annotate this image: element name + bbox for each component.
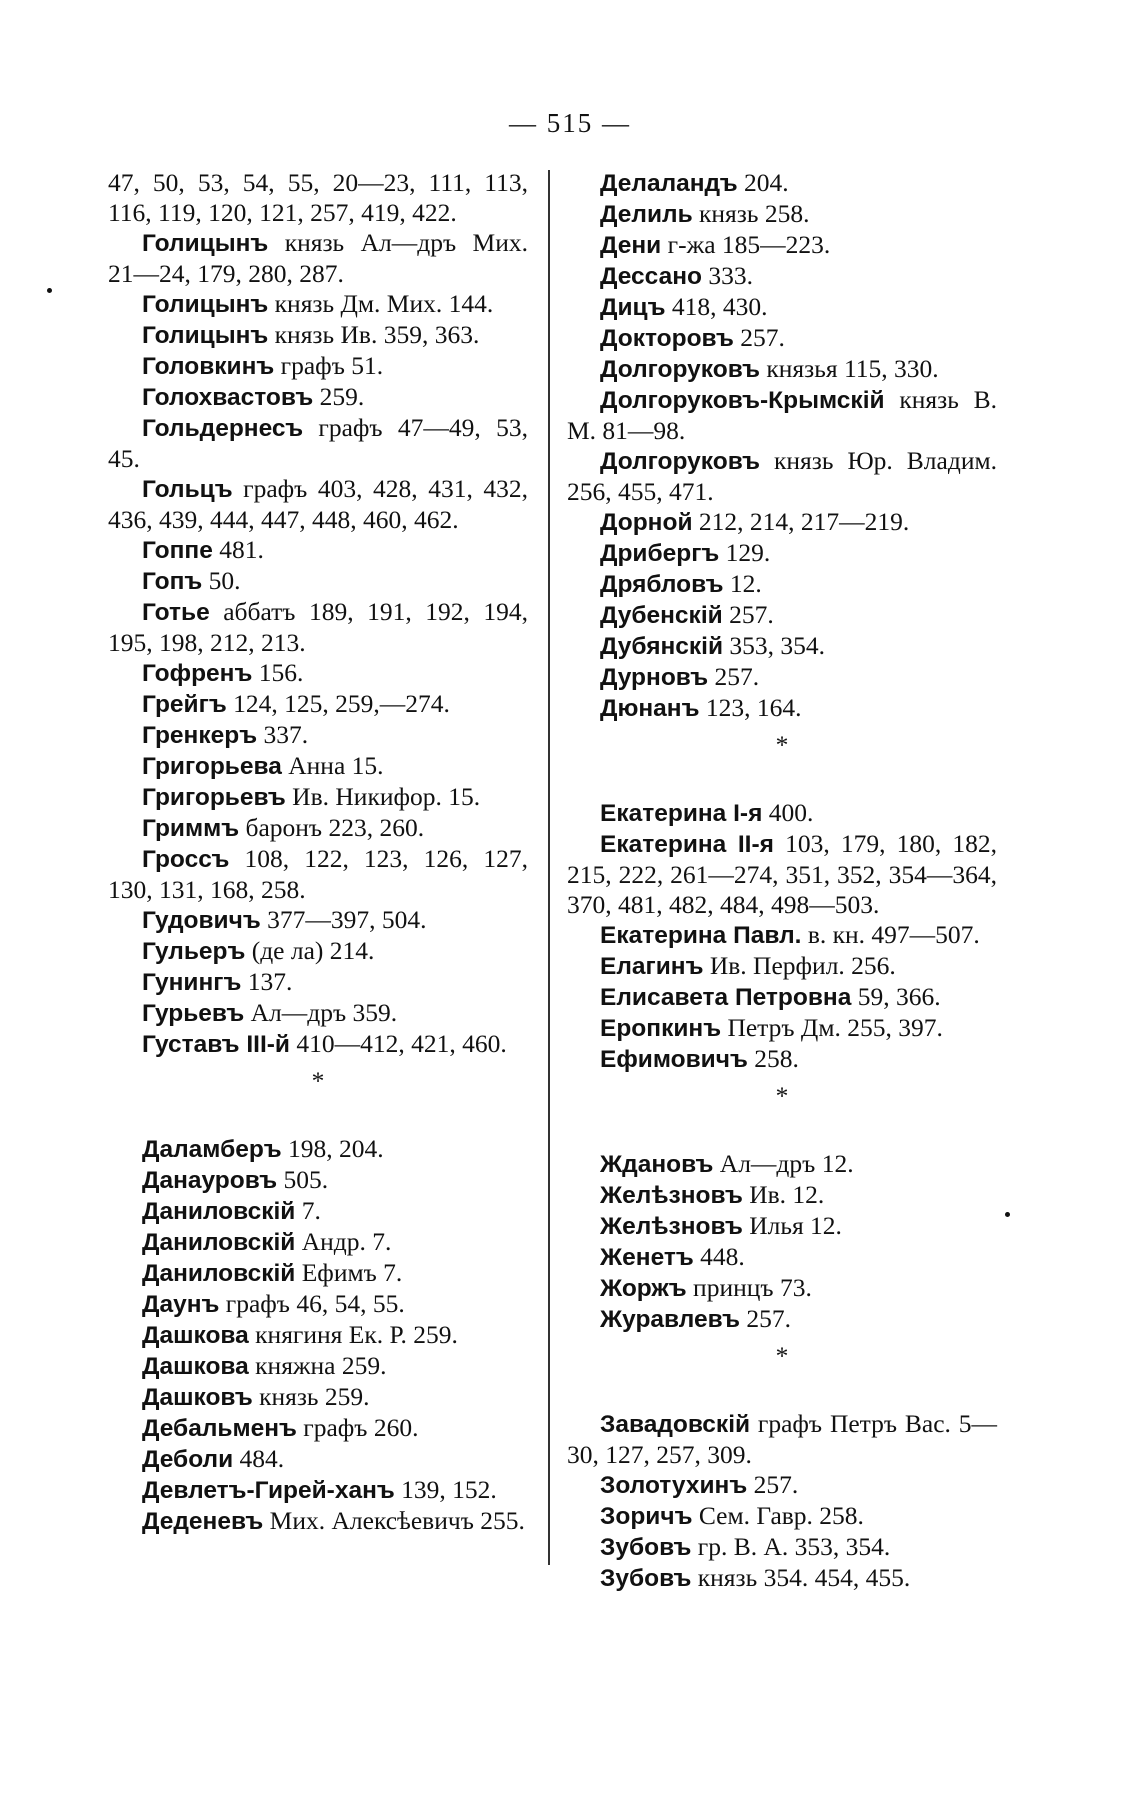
entry-references: князь Ив. 359, 363. <box>268 320 480 349</box>
entry-references: баронъ 223, 260. <box>239 813 425 842</box>
index-entry <box>108 1506 528 1537</box>
entry-references: 7. <box>295 1196 321 1225</box>
entry-references: 257. <box>733 323 785 352</box>
entry-references: 258. <box>747 1044 799 1073</box>
entry-references: 103, 179, 180, 182, 215, 222, 261—274, 351, 352, 354—364, 370, 481, 482, 484, 498—503. <box>567 829 998 919</box>
index-entry <box>108 382 528 413</box>
entry-name: Делиль <box>600 201 693 228</box>
entry-references: 139, 152. <box>394 1475 497 1504</box>
column-divider <box>548 170 550 1565</box>
index-entry <box>567 662 997 693</box>
index-entry <box>108 1289 528 1320</box>
entry-name: Дрябловъ <box>600 571 724 598</box>
entry-references: 257. <box>739 1304 791 1333</box>
index-entry <box>108 782 528 813</box>
entry-references: Ал—дръ 359. <box>244 998 398 1027</box>
index-entry <box>108 1351 528 1382</box>
entry-name: Дюнанъ <box>600 695 700 722</box>
index-entry <box>108 1134 528 1165</box>
index-entry <box>567 261 997 292</box>
entry-name: Девлетъ-Гирей-ханъ <box>142 1477 395 1504</box>
index-entry <box>108 658 528 689</box>
entry-name: Екатерина I-я <box>600 800 763 827</box>
entry-references: 12. <box>723 569 762 598</box>
entry-name: Головкинъ <box>142 353 275 380</box>
entry-name: Екатерина II-я <box>600 831 774 858</box>
index-entry <box>567 569 997 600</box>
entry-references: княжна 259. <box>248 1351 387 1380</box>
index-entry <box>108 289 528 320</box>
entry-name: Елисавета Петровна <box>600 984 852 1011</box>
entry-name: Зубовъ <box>600 1565 692 1592</box>
entry-references: Мих. Алексѣевичъ 255. <box>263 1506 525 1535</box>
entry-references: князь В. М. 81—98. <box>567 385 997 445</box>
entry-references: г-жа 185—223. <box>661 230 831 259</box>
entry-name: Даламберъ <box>142 1136 282 1163</box>
entry-name: Даниловскій <box>142 1229 296 1256</box>
entry-references: 47, 50, 53, 54, 55, 20—23, 111, 113, 116, 119, 120, 121, 257, 419, 422. <box>108 168 528 227</box>
index-entry <box>567 230 997 261</box>
entry-name: Дебальменъ <box>142 1415 297 1442</box>
entry-references: княгиня Ек. Р. 259. <box>248 1320 458 1349</box>
entry-references: князь Ал—дръ Мих. 21—24, 179, 280, 287. <box>108 228 528 288</box>
section-separator: * <box>775 730 789 759</box>
entry-references: 50. <box>202 566 241 595</box>
index-entry <box>567 292 997 323</box>
entry-name: Долгоруковъ <box>600 356 761 383</box>
entry-references: 204. <box>737 168 789 197</box>
entry-name: Ефимовичъ <box>600 1046 748 1073</box>
entry-name: Густавъ III-й <box>142 1031 290 1058</box>
entry-name: Гульеръ <box>142 938 246 965</box>
index-column-left <box>108 168 528 1537</box>
index-entry <box>108 351 528 382</box>
index-entry <box>567 168 997 199</box>
page-number: — 515 — <box>509 108 631 138</box>
index-entry <box>108 813 528 844</box>
entry-references: 353, 354. <box>723 631 826 660</box>
entry-references: князь Юр. Владим. 256, 455, 471. <box>567 446 997 506</box>
index-entry <box>108 1196 528 1227</box>
index-entry <box>567 199 997 230</box>
entry-name: Голицынъ <box>142 230 269 257</box>
entry-references: 137. <box>241 967 293 996</box>
index-entry <box>108 751 528 782</box>
index-entry <box>108 1258 528 1289</box>
entry-name: Готье <box>142 599 210 626</box>
index-entry <box>108 1382 528 1413</box>
index-entry <box>567 385 997 446</box>
entry-name: Дени <box>600 232 662 259</box>
entry-name: Дурновъ <box>600 664 709 691</box>
index-entry <box>108 936 528 967</box>
entry-name: Григорьева <box>142 753 282 780</box>
entry-name: Желѣзновъ <box>600 1182 743 1209</box>
index-entry <box>567 982 997 1013</box>
index-entry <box>108 168 528 228</box>
entry-references: князь 258. <box>692 199 810 228</box>
entry-name: Екатерина Павл. <box>600 922 802 949</box>
entry-name: Гофренъ <box>142 660 253 687</box>
entry-references: графъ 51. <box>274 351 384 380</box>
index-entry <box>108 1029 528 1060</box>
entry-references: 333. <box>702 261 753 290</box>
index-entry <box>567 951 997 982</box>
entry-references: 129. <box>719 538 771 567</box>
entry-references: Ал—дръ 12. <box>713 1149 854 1178</box>
entry-name: Дицъ <box>600 294 666 321</box>
section-separator: * <box>775 1081 789 1110</box>
index-entry <box>567 1273 997 1304</box>
entry-name: Дубянскій <box>600 633 724 660</box>
entry-references: (де ла) 214. <box>245 936 375 965</box>
index-entry <box>108 844 528 905</box>
entry-name: Дессано <box>600 263 702 290</box>
entry-name: Делаландъ <box>600 170 738 197</box>
index-entry <box>108 597 528 658</box>
index-entry <box>567 507 997 538</box>
entry-references: 108, 122, 123, 126, 127, 130, 131, 168, 258. <box>108 844 528 904</box>
entry-name: Даунъ <box>142 1291 220 1318</box>
index-entry <box>108 967 528 998</box>
index-entry <box>108 228 528 289</box>
index-entry <box>567 1501 997 1532</box>
entry-references: графъ Петръ Вас. 5—30, 127, 257, 309. <box>567 1409 997 1469</box>
print-speck <box>47 288 52 293</box>
entry-name: Деболи <box>142 1446 234 1473</box>
entry-name: Голицынъ <box>142 322 269 349</box>
index-entry <box>567 1409 997 1470</box>
entry-references: Петръ Дм. 255, 397. <box>721 1013 943 1042</box>
entry-references: принцъ 73. <box>686 1273 812 1302</box>
entry-references: 257. <box>708 662 760 691</box>
index-entry <box>567 1013 997 1044</box>
entry-name: Зубовъ <box>600 1534 692 1561</box>
entry-references: графъ 47—49, 53, 45. <box>108 413 528 473</box>
index-entry <box>567 1149 997 1180</box>
index-entry <box>567 1532 997 1563</box>
index-entry <box>567 1242 997 1273</box>
entry-name: Дрибергъ <box>600 540 720 567</box>
entry-references: 448. <box>693 1242 745 1271</box>
entry-name: Гроссъ <box>142 846 230 873</box>
entry-name: Женетъ <box>600 1244 694 1271</box>
entry-name: Голицынъ <box>142 291 269 318</box>
entry-references: 198, 204. <box>281 1134 384 1163</box>
index-entry <box>108 320 528 351</box>
entry-name: Долгоруковъ <box>600 448 761 475</box>
entry-name: Золотухинъ <box>600 1472 748 1499</box>
entry-name: Гудовичъ <box>142 907 261 934</box>
entry-name: Завадовскій <box>600 1411 751 1438</box>
index-entry <box>567 1304 997 1335</box>
entry-references: 377—397, 504. <box>260 905 427 934</box>
index-entry <box>108 1227 528 1258</box>
entry-references: Ив. 12. <box>742 1180 825 1209</box>
entry-name: Дубенскій <box>600 602 723 629</box>
entry-references: Илья 12. <box>742 1211 842 1240</box>
index-entry <box>567 829 997 920</box>
entry-name: Грейгъ <box>142 691 227 718</box>
entry-references: гр. В. А. 353, 354. <box>691 1532 891 1561</box>
entry-name: Еропкинъ <box>600 1015 722 1042</box>
entry-references: 400. <box>762 798 814 827</box>
entry-references: 257. <box>747 1470 799 1499</box>
entry-references: 124, 125, 259,—274. <box>226 689 450 718</box>
entry-references: в. кн. 497—507. <box>801 920 980 949</box>
index-entry <box>567 1180 997 1211</box>
entry-name: Докторовъ <box>600 325 734 352</box>
index-column-right <box>567 168 997 1594</box>
index-entry <box>567 1563 997 1594</box>
entry-name: Дашкова <box>142 1353 249 1380</box>
entry-references: Ефимъ 7. <box>295 1258 403 1287</box>
entry-references: Андр. 7. <box>295 1227 392 1256</box>
entry-references: 418, 430. <box>665 292 768 321</box>
entry-name: Жоржъ <box>600 1275 687 1302</box>
entry-name: Григорьевъ <box>142 784 286 811</box>
entry-name: Долгоруковъ-Крымскій <box>600 387 885 414</box>
index-entry <box>567 798 997 829</box>
entry-references: 59, 366. <box>851 982 941 1011</box>
index-entry <box>108 1165 528 1196</box>
section-separator: * <box>775 1341 789 1370</box>
entry-name: Даниловскій <box>142 1260 296 1287</box>
index-entry <box>567 600 997 631</box>
entry-name: Ждановъ <box>600 1151 714 1178</box>
entry-references: 337. <box>257 720 309 749</box>
entry-name: Даниловскій <box>142 1198 296 1225</box>
index-entry <box>108 1444 528 1475</box>
entry-references: 481. <box>212 535 264 564</box>
index-entry <box>567 920 997 951</box>
index-entry <box>108 1320 528 1351</box>
entry-name: Зоричъ <box>600 1503 693 1530</box>
entry-name: Голохвастовъ <box>142 384 314 411</box>
entry-references: графъ 403, 428, 431, 432, 436, 439, 444, 447, 448, 460, 462. <box>108 474 528 534</box>
entry-references: Сем. Гавр. 258. <box>692 1501 864 1530</box>
index-entry <box>567 538 997 569</box>
entry-name: Дорной <box>600 509 693 536</box>
entry-references: 123, 164. <box>699 693 802 722</box>
entry-name: Елагинъ <box>600 953 704 980</box>
entry-references: князь 259. <box>252 1382 370 1411</box>
index-entry <box>108 535 528 566</box>
entry-name: Гольцъ <box>142 476 233 503</box>
entry-references: Ив. Перфил. 256. <box>703 951 896 980</box>
index-entry <box>108 474 528 535</box>
entry-name: Гриммъ <box>142 815 240 842</box>
entry-references: 484. <box>233 1444 285 1473</box>
entry-name: Гопъ <box>142 568 203 595</box>
index-entry <box>108 720 528 751</box>
print-speck <box>1005 1212 1010 1217</box>
index-entry <box>567 446 997 507</box>
entry-references: графъ 260. <box>296 1413 419 1442</box>
index-entry <box>567 354 997 385</box>
index-entry <box>108 998 528 1029</box>
entry-references: 410—412, 421, 460. <box>289 1029 507 1058</box>
entry-name: Гренкеръ <box>142 722 258 749</box>
entry-references: князья 115, 330. <box>760 354 939 383</box>
index-entry <box>108 905 528 936</box>
entry-references: Ив. Никифор. 15. <box>285 782 481 811</box>
entry-references: 505. <box>277 1165 329 1194</box>
index-entry <box>108 1475 528 1506</box>
index-entry <box>567 693 997 724</box>
entry-name: Гурьевъ <box>142 1000 245 1027</box>
index-entry <box>108 689 528 720</box>
index-entry <box>567 631 997 662</box>
entry-references: 257. <box>722 600 774 629</box>
entry-references: князь 354. 454, 455. <box>691 1563 911 1592</box>
entry-references: графъ 46, 54, 55. <box>219 1289 405 1318</box>
entry-name: Дашкова <box>142 1322 249 1349</box>
entry-name: Гунингъ <box>142 969 242 996</box>
entry-name: Данауровъ <box>142 1167 278 1194</box>
index-entry <box>108 413 528 474</box>
entry-name: Гольдернесъ <box>142 415 304 442</box>
index-entry <box>567 1044 997 1075</box>
index-entry <box>567 1470 997 1501</box>
entry-references: князь Дм. Мих. 144. <box>268 289 494 318</box>
index-entry <box>567 323 997 354</box>
entry-references: 212, 214, 217—219. <box>692 507 910 536</box>
entry-name: Журавлевъ <box>600 1306 740 1333</box>
entry-references: 156. <box>252 658 304 687</box>
entry-references: Анна 15. <box>281 751 384 780</box>
entry-references: аббатъ 189, 191, 192, 194, 195, 198, 212, 213. <box>108 597 528 657</box>
entry-references: 259. <box>313 382 365 411</box>
entry-name: Гоппе <box>142 537 213 564</box>
entry-name: Дашковъ <box>142 1384 253 1411</box>
entry-name: Деденевъ <box>142 1508 264 1535</box>
index-entry <box>108 1413 528 1444</box>
entry-name: Желѣзновъ <box>600 1213 743 1240</box>
index-entry <box>567 1211 997 1242</box>
section-separator: * <box>311 1066 325 1095</box>
index-entry <box>108 566 528 597</box>
